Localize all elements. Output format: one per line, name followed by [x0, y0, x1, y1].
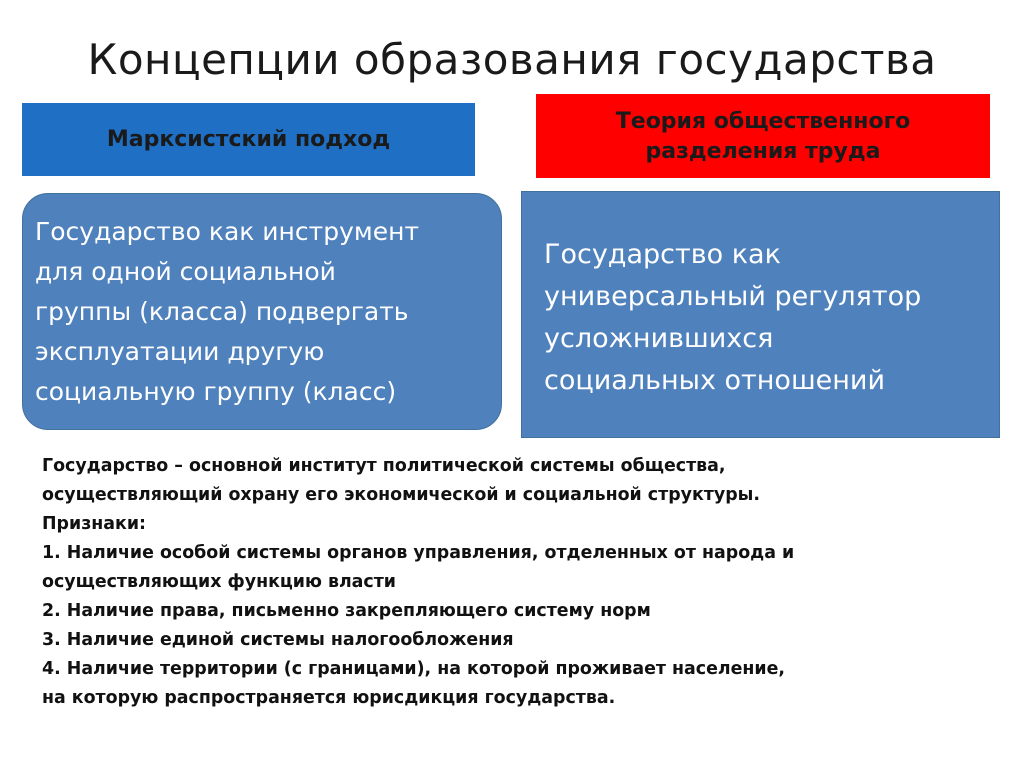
marxist-approach-label: Марксистский подход [106, 126, 391, 152]
state-definition-text [42, 452, 1002, 713]
division-of-labor-label-line2: разделения труда [645, 139, 881, 164]
feature-item: 4. Наличие территории (с границами), на которой проживает население, [42, 659, 785, 679]
slide-title: Концепции образования государства [87, 35, 937, 84]
marxist-concept-line: эксплуатации другую [35, 337, 325, 366]
marxist-concept-line: группы (класса) подвергать [35, 297, 409, 326]
feature-item: 3. Наличие единой системы налогообложения [42, 630, 514, 650]
division-of-labor-concept-line: усложнившихся [544, 323, 774, 354]
marxist-concept-box [22, 193, 502, 430]
feature-item: 2. Наличие права, письменно закрепляющего систему норм [42, 601, 651, 621]
features-heading: Признаки: [42, 514, 146, 534]
definition-line: осуществляющий охрану его экономической и социальной структуры. [42, 485, 760, 505]
marxist-concept-line: социальную группу (класс) [35, 377, 397, 406]
division-of-labor-concept-box [521, 191, 1000, 438]
division-of-labor-label-line1: Теория общественного [615, 109, 911, 134]
feature-item-continuation: осуществляющих функцию власти [42, 572, 396, 592]
definition-line: Государство – основной институт политической системы общества, [42, 456, 726, 476]
division-of-labor-theory-header [536, 94, 990, 178]
feature-item-continuation: на которую распространяется юрисдикция государства. [42, 688, 616, 708]
division-of-labor-concept-line: Государство как [544, 239, 781, 270]
division-of-labor-concept-line: универсальный регулятор [544, 281, 922, 312]
marxist-approach-header [22, 103, 475, 176]
marxist-concept-line: для одной социальной [35, 257, 336, 286]
marxist-concept-line: Государство как инструмент [35, 217, 420, 246]
division-of-labor-concept-line: социальных отношений [544, 365, 886, 396]
feature-item: 1. Наличие особой системы органов управления, отделенных от народа и [42, 543, 795, 563]
